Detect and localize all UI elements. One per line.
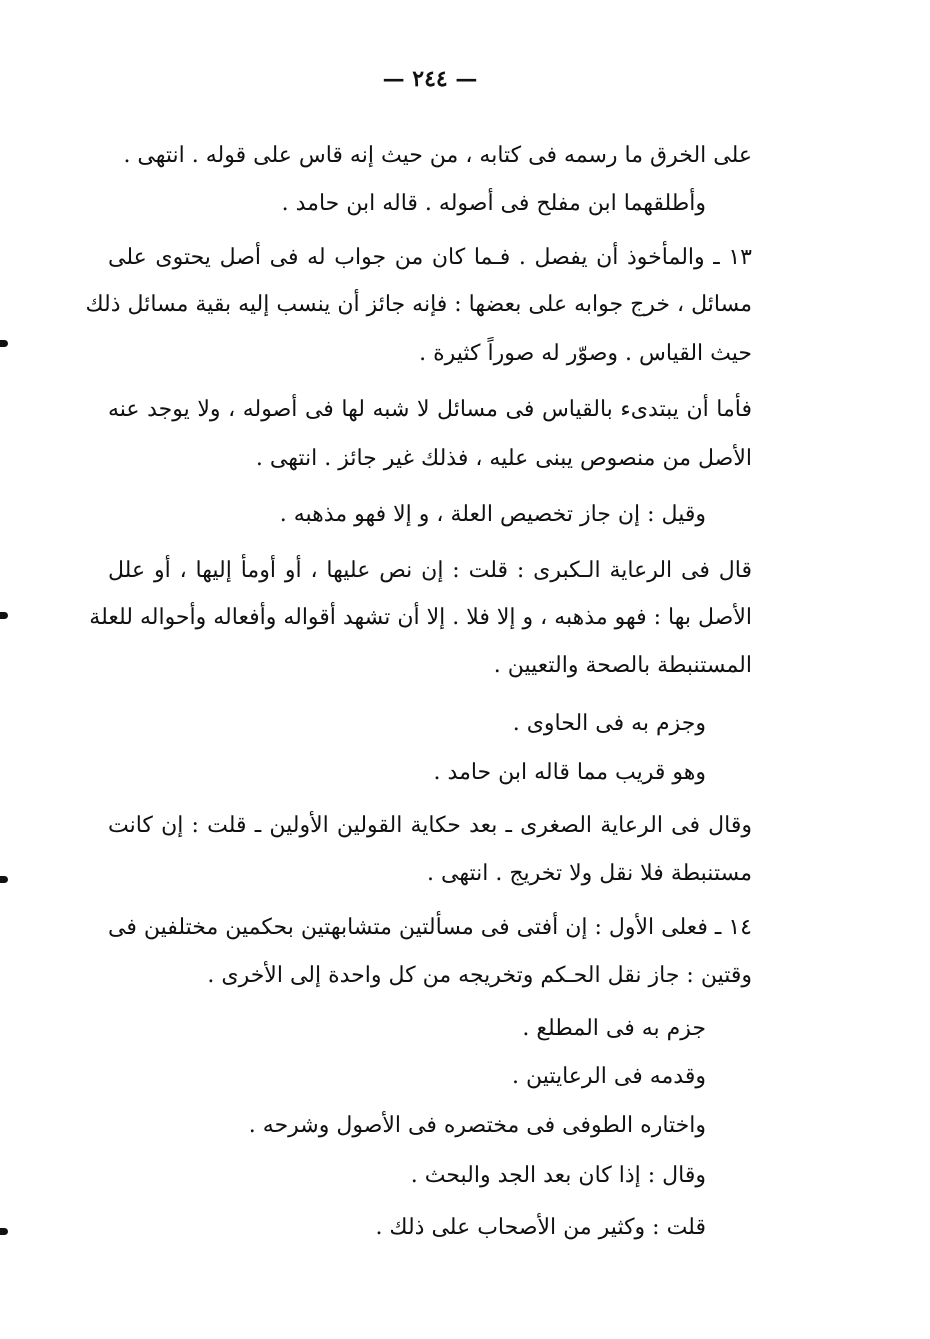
text-line: وقيل : إن جاز تخصيص العلة ، و إلا فهو مذهبه . [279,502,706,527]
text-line: وقتين : جاز نقل الحـكم وتخريجه من كل واحدة إلى الأخرى . [207,963,752,988]
text-line: وقال فى الرعاية الصغرى ـ بعد حكاية القولين الأولين ـ قلت : إن كانت [108,813,752,838]
text-line: الأصل من منصوص يبنى عليه ، فذلك غير جائز . انتهى . [255,446,752,471]
text-line: مسائل ، خرج جوابه على بعضها : فإنه جائز أن ينسب إليه بقية مسائل ذلك [85,292,752,317]
page-number: — ٢٤٤ — [382,66,478,92]
text-line: مستنبطة فلا نقل ولا تخريج . انتهى . [427,861,752,886]
text-line: قلت : وكثير من الأصحاب على ذلك . [375,1215,706,1240]
text-line: وأطلقهما ابن مفلح فى أصوله . قاله ابن حامد . [281,191,706,216]
margin-mark [0,340,8,347]
text-line: وهو قريب مما قاله ابن حامد . [433,760,706,785]
text-line: على الخرق ما رسمه فى كتابه ، من حيث إنه قاس على قوله . انتهى . [123,143,752,168]
margin-mark [0,612,8,619]
margin-mark [0,1228,8,1235]
text-line: قال فى الرعاية الـكبرى : قلت : إن نص عليها ، أو أومأ إليها ، أو علل [108,558,752,583]
text-line: وقدمه فى الرعايتين . [511,1064,706,1089]
text-line: وجزم به فى الحاوى . [512,711,706,736]
text-line: الأصل بها : فهو مذهبه ، و إلا فلا . إلا أن تشهد أقواله وأفعاله وأحواله للعلة [89,605,752,630]
margin-mark [0,876,8,883]
text-line: فأما أن يبتدىء بالقياس فى مسائل لا شبه لها فى أصوله ، ولا يوجد عنه [108,397,752,422]
text-line: ١٣ ـ والمأخوذ أن يفصل . فـما كان من جواب له فى أصل يحتوى على [108,245,752,270]
text-line: وقال : إذا كان بعد الجد والبحث . [410,1163,706,1188]
text-line: واختاره الطوفى فى مختصره فى الأصول وشرحه . [248,1113,706,1138]
text-line: المستنبطة بالصحة والتعيين . [493,653,752,678]
text-line: جزم به فى المطلع . [522,1016,706,1041]
text-line: حيث القياس . وصوّر له صوراً كثيرة . [419,341,752,366]
text-line: ١٤ ـ فعلى الأول : إن أفتى فى مسألتين متشابهتين بحكمين مختلفين فى [108,915,752,940]
